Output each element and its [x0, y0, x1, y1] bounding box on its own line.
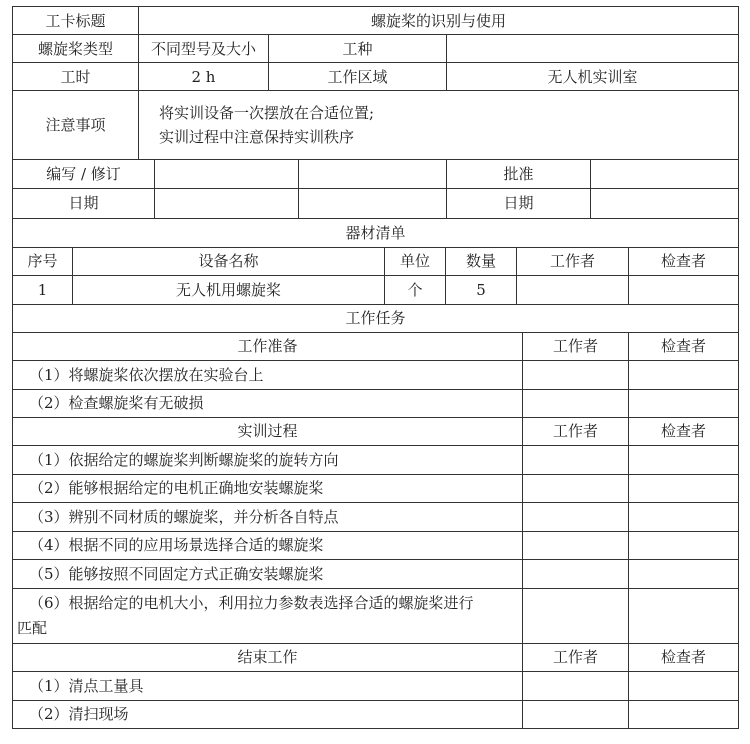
- type-value: 不同型号及大小: [139, 35, 269, 63]
- task-worker: [523, 531, 629, 559]
- task-worker: [523, 671, 629, 700]
- task-worker: [523, 588, 629, 643]
- title-value: 螺旋桨的识别与使用: [139, 7, 739, 35]
- hours-label: 工时: [13, 63, 139, 91]
- area-value: 无人机实训室: [447, 63, 739, 91]
- task-item: （2）清扫现场: [13, 700, 523, 728]
- task-worker: [523, 445, 629, 474]
- task-checker: [629, 588, 739, 643]
- col-header-unit: 单位: [385, 247, 446, 275]
- task-item: （1）将螺旋桨依次摆放在实验台上: [13, 360, 523, 389]
- approve-label: 批准: [447, 160, 591, 189]
- task-checker: [629, 671, 739, 700]
- task-checker: [629, 559, 739, 588]
- task-item-line-2: 匹配: [17, 618, 48, 637]
- date2-label: 日期: [447, 189, 591, 218]
- task-checker: [629, 389, 739, 417]
- equipment-title: 器材清单: [13, 218, 739, 247]
- checker-header: 检查者: [629, 332, 739, 360]
- task-checker: [629, 700, 739, 728]
- date-label: 日期: [13, 189, 155, 218]
- task-worker: [523, 559, 629, 588]
- task-worker: [523, 502, 629, 531]
- header-table: [12, 6, 739, 218]
- notes-line-1: 将实训设备一次摆放在合适位置;: [159, 104, 375, 122]
- section-heading: 工作准备: [13, 332, 523, 360]
- equipment-no: 1: [13, 275, 73, 304]
- worker-header: 工作者: [523, 417, 629, 445]
- date-value: [155, 189, 299, 218]
- col-header-name: 设备名称: [73, 247, 385, 275]
- task-checker: [629, 474, 739, 502]
- col-header-worker: 工作者: [517, 247, 629, 275]
- checker-header: 检查者: [629, 417, 739, 445]
- notes-line-2: 实训过程中注意保持实训秩序: [159, 128, 355, 146]
- task-item: （3）辨别不同材质的螺旋桨，并分析各自特点: [13, 502, 523, 531]
- task-item: （4）根据不同的应用场景选择合适的螺旋桨: [13, 531, 523, 559]
- author-value: [155, 160, 299, 189]
- task-row: [13, 389, 739, 417]
- task-item-line-1: （6）根据给定的电机大小，利用拉力参数表选择合适的螺旋桨进行: [29, 593, 474, 612]
- type-label: 螺旋桨类型: [13, 35, 139, 63]
- task-row: [13, 531, 739, 559]
- equipment-unit: 个: [385, 275, 446, 304]
- equipment-name: 无人机用螺旋桨: [73, 275, 385, 304]
- task-checker: [629, 531, 739, 559]
- equipment-worker: [517, 275, 629, 304]
- task-checker: [629, 502, 739, 531]
- author-label: 编写 / 修订: [13, 160, 155, 189]
- author-extra: [299, 160, 447, 189]
- work-card: [12, 6, 738, 729]
- col-header-checker: 检查者: [629, 247, 739, 275]
- task-worker: [523, 360, 629, 389]
- section-heading: 结束工作: [13, 643, 523, 671]
- task-row: [13, 559, 739, 588]
- task-row: [13, 502, 739, 531]
- task-row: [13, 474, 739, 502]
- notes-label: 注意事项: [13, 91, 139, 160]
- worker-header: 工作者: [523, 332, 629, 360]
- task-checker: [629, 360, 739, 389]
- task-worker: [523, 700, 629, 728]
- table-row: [13, 275, 739, 304]
- equipment-tasks-table: [12, 218, 739, 729]
- date-extra: [299, 189, 447, 218]
- task-row: [13, 700, 739, 728]
- task-item: （1）依据给定的螺旋桨判断螺旋桨的旋转方向: [13, 445, 523, 474]
- task-item: [13, 588, 523, 643]
- job-label: 工种: [269, 35, 447, 63]
- section-heading: 实训过程: [13, 417, 523, 445]
- tasks-title: 工作任务: [13, 304, 739, 332]
- hours-value: 2 h: [139, 63, 269, 91]
- task-worker: [523, 389, 629, 417]
- task-item: （1）清点工量具: [13, 671, 523, 700]
- date2-value: [591, 189, 739, 218]
- task-row: [13, 671, 739, 700]
- approve-value: [591, 160, 739, 189]
- task-item: （2）检查螺旋桨有无破损: [13, 389, 523, 417]
- task-item: （5）能够按照不同固定方式正确安装螺旋桨: [13, 559, 523, 588]
- task-row: [13, 445, 739, 474]
- area-label: 工作区域: [269, 63, 447, 91]
- task-row: [13, 360, 739, 389]
- col-header-no: 序号: [13, 247, 73, 275]
- checker-header: 检查者: [629, 643, 739, 671]
- job-value: [447, 35, 739, 63]
- task-row: [13, 588, 739, 643]
- equipment-qty: 5: [446, 275, 517, 304]
- task-worker: [523, 474, 629, 502]
- equipment-checker: [629, 275, 739, 304]
- task-checker: [629, 445, 739, 474]
- task-item: （2）能够根据给定的电机正确地安装螺旋桨: [13, 474, 523, 502]
- col-header-qty: 数量: [446, 247, 517, 275]
- worker-header: 工作者: [523, 643, 629, 671]
- notes-value: [139, 91, 739, 160]
- title-label: 工卡标题: [13, 7, 139, 35]
